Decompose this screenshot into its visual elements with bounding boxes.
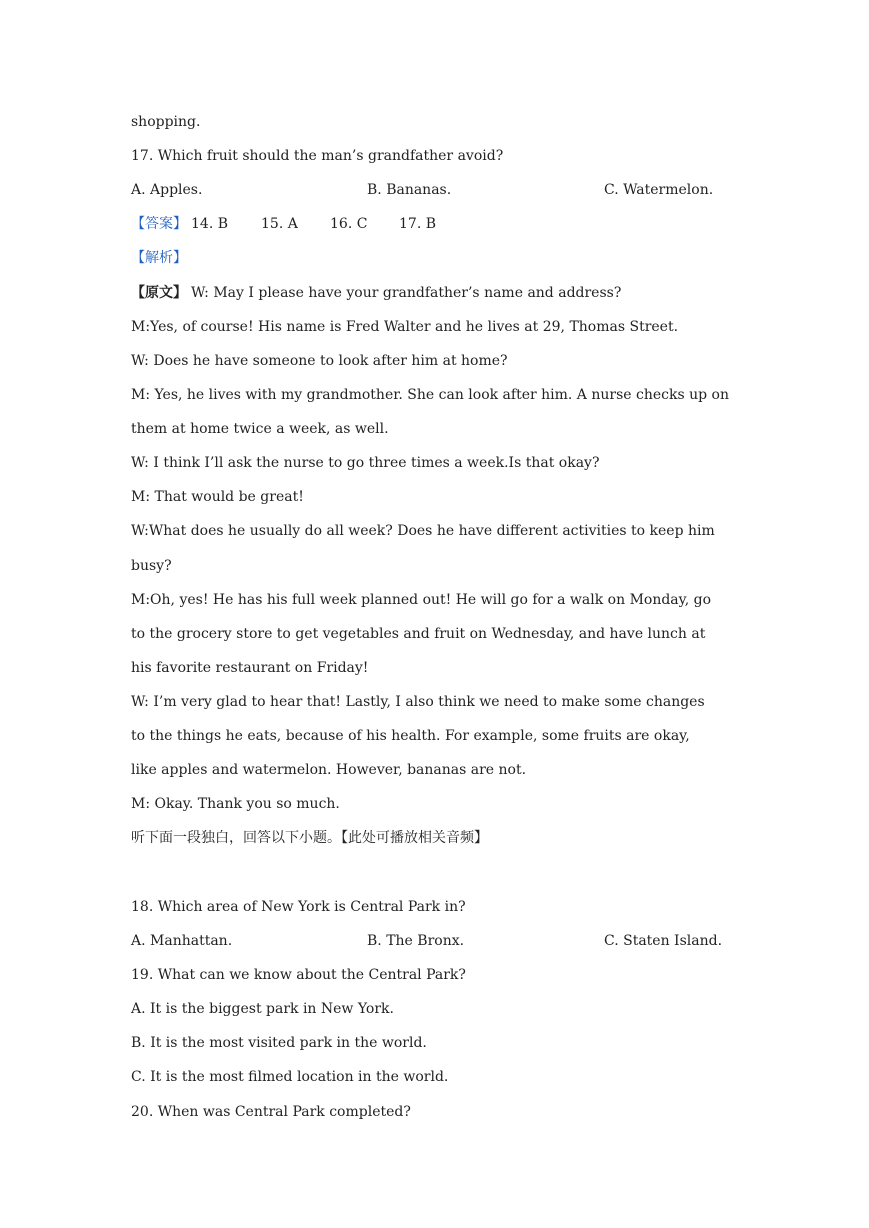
option-a: A. It is the biggest park in New York. [131,1001,394,1017]
answer-item: 16. C [330,216,368,232]
question-18: 18. Which area of New York is Central Park in? [131,899,466,915]
answer-item: 14. B [191,216,229,232]
transcript-line: like apples and watermelon. However, bananas are not. [131,762,527,778]
option-b: B. The Bronx. [367,933,465,949]
transcript-line: W: I think I’ll ask the nurse to go three times a week.Is that okay? [131,455,600,471]
option-b: B. Bananas. [367,182,452,198]
transcript-line: M:Yes, of course! His name is Fred Walter and he lives at 29, Thomas Street. [131,319,679,335]
listening-instruction: 听下面一段独白，回答以下小题。【此处可播放相关音频】 [131,830,488,846]
transcript-line: M: That would be great! [131,489,304,505]
option-a: A. Apples. [131,182,203,198]
analysis-label: 【解析】 [131,250,187,266]
transcript-label: 【原文】 [131,285,187,301]
option-b: B. It is the most visited park in the world. [131,1035,427,1051]
transcript-line: M: Okay. Thank you so much. [131,796,340,812]
answer-label: 【答案】 [131,216,187,232]
transcript-line: W: May I please have your grandfather’s name and address? [191,285,622,301]
option-c: C. Staten Island. [604,933,723,949]
transcript-line: M:Oh, yes! He has his full week planned out! He will go for a walk on Monday, go [131,592,711,608]
question-20: 20. When was Central Park completed? [131,1104,411,1120]
option-c: C. Watermelon. [604,182,714,198]
transcript-line: W: Does he have someone to look after him at home? [131,353,508,369]
transcript-line: to the things he eats, because of his health. For example, some fruits are okay, [131,728,690,744]
transcript-line: W: I’m very glad to hear that! Lastly, I also think we need to make some changes [131,694,705,710]
question-17: 17. Which fruit should the man’s grandfather avoid? [131,148,504,164]
transcript-line: W:What does he usually do all week? Does he have different activities to keep him [131,523,715,539]
intro-tail: shopping. [131,114,201,130]
answer-item: 15. A [261,216,298,232]
option-c: C. It is the most filmed location in the world. [131,1069,449,1085]
transcript-line: busy? [131,558,172,574]
option-a: A. Manhattan. [131,933,233,949]
question-19: 19. What can we know about the Central Park? [131,967,466,983]
answer-item: 17. B [399,216,437,232]
transcript-line: them at home twice a week, as well. [131,421,389,437]
transcript-line: M: Yes, he lives with my grandmother. She can look after him. A nurse checks up on [131,387,729,403]
transcript-line: to the grocery store to get vegetables and fruit on Wednesday, and have lunch at [131,626,706,642]
transcript-line: his favorite restaurant on Friday! [131,660,369,676]
